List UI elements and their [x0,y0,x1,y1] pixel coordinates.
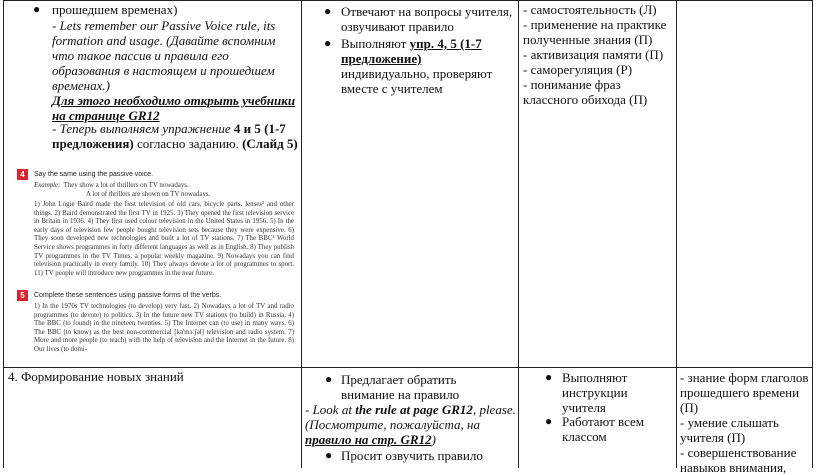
students-instructions: Выполняют инструкции учителя [562,370,628,415]
exercise-5-body: 1) In the 1970s TV technologies (to develop) very fast. 2) Nowadays a lot of TV and radio programmes (to devote) to politics. 3) In the future new TV stations (to build) in Russia. 4) The BBC (to found) in the nineteen twenties. 5) The Internet can (to use) in many ways. 6) The BBC (to know) as the best non-commercial [kə'mɜːʃəl] television and radio system. 7) More and more people (to teach) with the help of television and the Internet in the future. 8) Our lives (to domi- [34,303,294,353]
row2-results: - знание форм глаголов прошедшего времени (П) - умение слышать учителя (П) - совершенствование навыков внимания, [680,370,809,475]
exercise-5-number: 5 [17,290,28,301]
task-text [52,121,298,151]
table-border-col1 [301,0,302,468]
table-border-top [3,0,813,1]
task-prefix: - Теперь выполняем упражнение [52,121,234,136]
bullet-icon: ● [324,36,332,50]
rule-reminder-text: - Lets remember our Passive Voice rule, its formation and usage. (Давайте вспомним что такое пассив и правила его образования в настоящем и прошедшем временах.) [52,18,276,93]
table-row-divider [3,367,813,368]
teacher-rule-prompt: Предлагает обратить внимание на правило [341,372,460,402]
students-answer-text: Отвечают на вопросы учителя, озвучивают правило [341,4,513,34]
look-ru-prefix: (Посмотрите, пожалуйста, на [305,417,480,432]
students-exercise-text [341,36,513,96]
result-item: - применение на практике полученные знания (П) [523,17,667,47]
exercise-suffix: индивидуально, проверяют вместе с учителем [341,66,493,96]
task-exercises: 4 и 5 (1-7 предложения) [52,121,286,151]
results-list [523,2,673,107]
result-item: - саморегуляция (Р) [523,62,633,77]
bullet-icon: ● [545,414,553,428]
exercise-ref: упр. 4, 5 (1-7 предложение) [341,36,482,66]
exercise-5-heading: Complete these sentences using passive forms of the verbs. [34,292,222,299]
example-label: Example: [34,182,61,189]
result-item: - понимание фраз классного обихода (П) [523,77,648,107]
teacher-voice-rule: Просит озвучить правило [341,448,483,463]
teacher-look-instruction [305,402,517,447]
look-suffix: , please. [472,402,516,417]
exercise-prefix: Выполняют [341,36,410,51]
look-prefix: - Look at [305,402,356,417]
example-passive: A lot of thrillers are shown on TV nowadays. [86,190,211,198]
instruction-text: Для этого необходимо открыть учебники на странице GR12 [52,93,296,123]
example-active: They show a lot of thrillers on TV nowadays. [63,182,189,189]
exercise-4-heading: Say the same using the passive voice. [34,171,154,178]
result-item: - активизация памяти (П) [523,47,664,62]
result-item: - самостоятельность (Л) [523,2,657,17]
exercise-4-body: 1) John Logie Baird made the first television of old cars, bicycle parts, lenses² and other things. 2) Baird demonstrated the first TV in 1925. 3) They opened the first television service in Britain in 1936. 4) They first used colour television in the United States in 1956. 5) In the early days of television few people bought television sets because they were expensive. 6) They soon developed new technologies and built a lot of TV stations. 7) The BBC³ World Service shows programmes in forty different languages as well as in English. 8) They publish TV programmes in the TV Times, a popular weekly magazine. 9) Nowadays you can find television practically in every family. 10) They always devote a lot of programmes to sport. 11) TV people will introduce new programmes in the near future. [34,201,294,277]
bullet-icon: ● [325,448,333,462]
bullet-icon: ● [33,2,41,16]
students-class-work: Работают всем классом [562,414,645,444]
slide-reference: (Слайд 5) [242,136,298,151]
table-border-col2 [518,0,519,468]
intro-bullet-text: прошедшем временах) [52,2,178,17]
stage-title: 4. Формирование новых знаний [8,369,184,384]
bullet-icon: ● [324,4,332,18]
look-ru-rule-ref: правило на стр. GR12 [305,432,432,447]
bullet-icon: ● [325,372,333,386]
table-border-right [812,0,813,468]
look-rule-ref: the rule at page GR12 [355,402,473,417]
table-border-col3 [676,0,677,468]
table-border-left [3,0,4,468]
exercise-4-number: 4 [17,169,28,180]
task-suffix: согласно заданию. [133,136,243,151]
bullet-icon: ● [545,370,553,384]
look-ru-suffix: ) [431,432,436,447]
exercise-4-example [34,182,294,199]
